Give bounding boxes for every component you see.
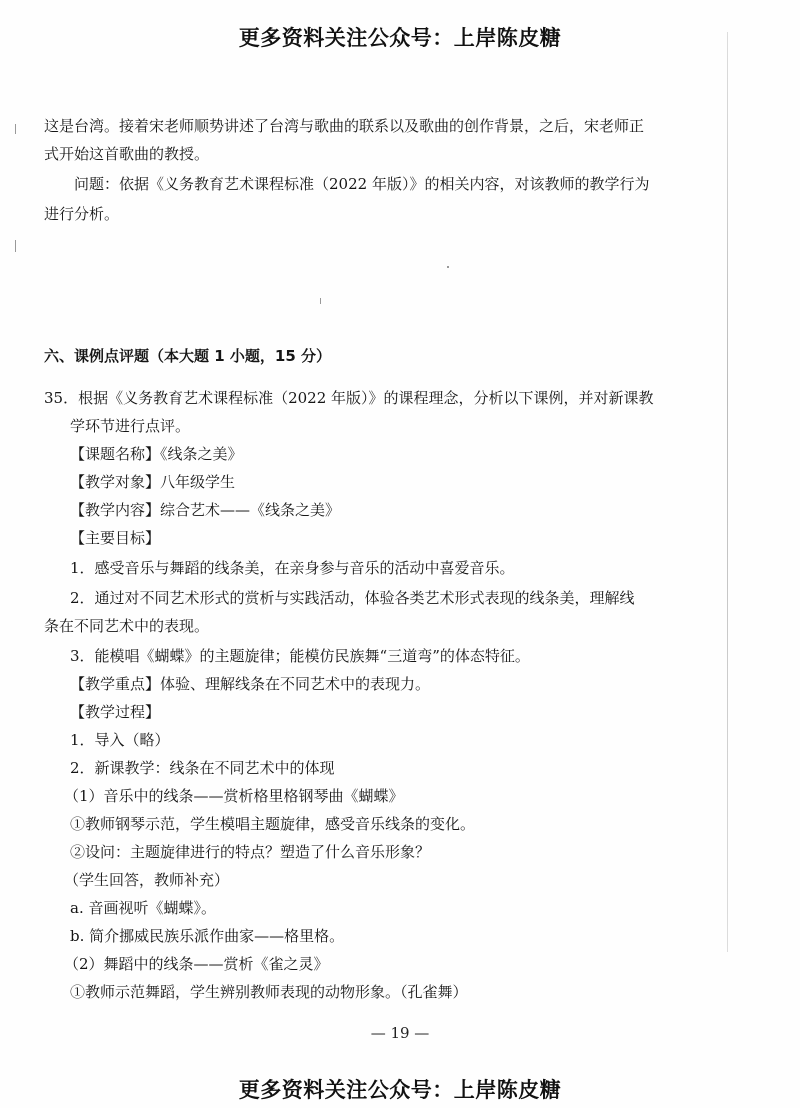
page-number: — 19 —: [370, 1024, 430, 1042]
key-point: 【教学重点】体验、理解线条在不同艺术中的表现力。: [70, 675, 431, 693]
process-label: 【教学过程】: [70, 703, 161, 721]
process-step: 1．导入（略）: [70, 731, 170, 749]
question-35-line: 35．根据《义务教育艺术课程标准（2022 年版）》的课程理念，分析以下课例，并对新课教: [44, 389, 654, 407]
paragraph-line: 式开始这首歌曲的教授。: [44, 145, 210, 163]
process-substep-item: ①教师示范舞蹈，学生辨别教师表现的动物形象。（孔雀舞）: [70, 983, 468, 1001]
question-line: 问题：依据《义务教育艺术课程标准（2022 年版）》的相关内容，对该教师的教学行为: [74, 175, 650, 193]
section-heading: 六、课例点评题（本大题 1 小题，15 分）: [44, 347, 331, 365]
scan-edge-mark: [727, 32, 728, 952]
process-substep-item: a. 音画视听《蝴蝶》。: [70, 899, 216, 917]
process-substep-item: （学生回答，教师补充）: [64, 871, 230, 889]
scan-tick: [15, 124, 16, 134]
process-substep-item: b. 简介挪威民族乐派作曲家——格里格。: [70, 927, 345, 945]
process-step: 2．新课教学：线条在不同艺术中的体现: [70, 759, 335, 777]
course-name: 【课题名称】《线条之美》: [70, 445, 243, 463]
goals-label: 【主要目标】: [70, 529, 161, 547]
process-substep-item: ①教师钢琴示范，学生模唱主题旋律，感受音乐线条的变化。: [70, 815, 476, 833]
scan-tick: [15, 240, 16, 252]
scan-tick: [320, 298, 321, 304]
goal-item: 1．感受音乐与舞蹈的线条美，在亲身参与音乐的活动中喜爱音乐。: [70, 559, 515, 577]
header-banner: 更多资料关注公众号：上岸陈皮糖: [238, 26, 562, 50]
process-substep: （2）舞蹈中的线条——赏析《雀之灵》: [64, 955, 329, 973]
paragraph-line: 这是台湾。接着宋老师顺势讲述了台湾与歌曲的联系以及歌曲的创作背景，之后，宋老师正: [44, 117, 645, 135]
goal-item: 2．通过对不同艺术形式的赏析与实践活动，体验各类艺术形式表现的线条美，理解线: [70, 589, 635, 607]
footer-banner: 更多资料关注公众号：上岸陈皮糖: [238, 1078, 562, 1102]
goal-item: 条在不同艺术中的表现。: [44, 617, 210, 635]
teaching-content: 【教学内容】综合艺术——《线条之美》: [70, 501, 341, 519]
scan-tick: [447, 266, 449, 268]
question-35-line: 学环节进行点评。: [70, 417, 191, 435]
question-line: 进行分析。: [44, 205, 120, 223]
teaching-target: 【教学对象】八年级学生: [70, 473, 236, 491]
process-substep: （1）音乐中的线条——赏析格里格钢琴曲《蝴蝶》: [64, 787, 404, 805]
goal-item: 3．能模唱《蝴蝶》的主题旋律；能模仿民族舞“三道弯”的体态特征。: [70, 647, 530, 665]
process-substep-item: ②设问：主题旋律进行的特点？塑造了什么音乐形象？: [70, 843, 431, 861]
